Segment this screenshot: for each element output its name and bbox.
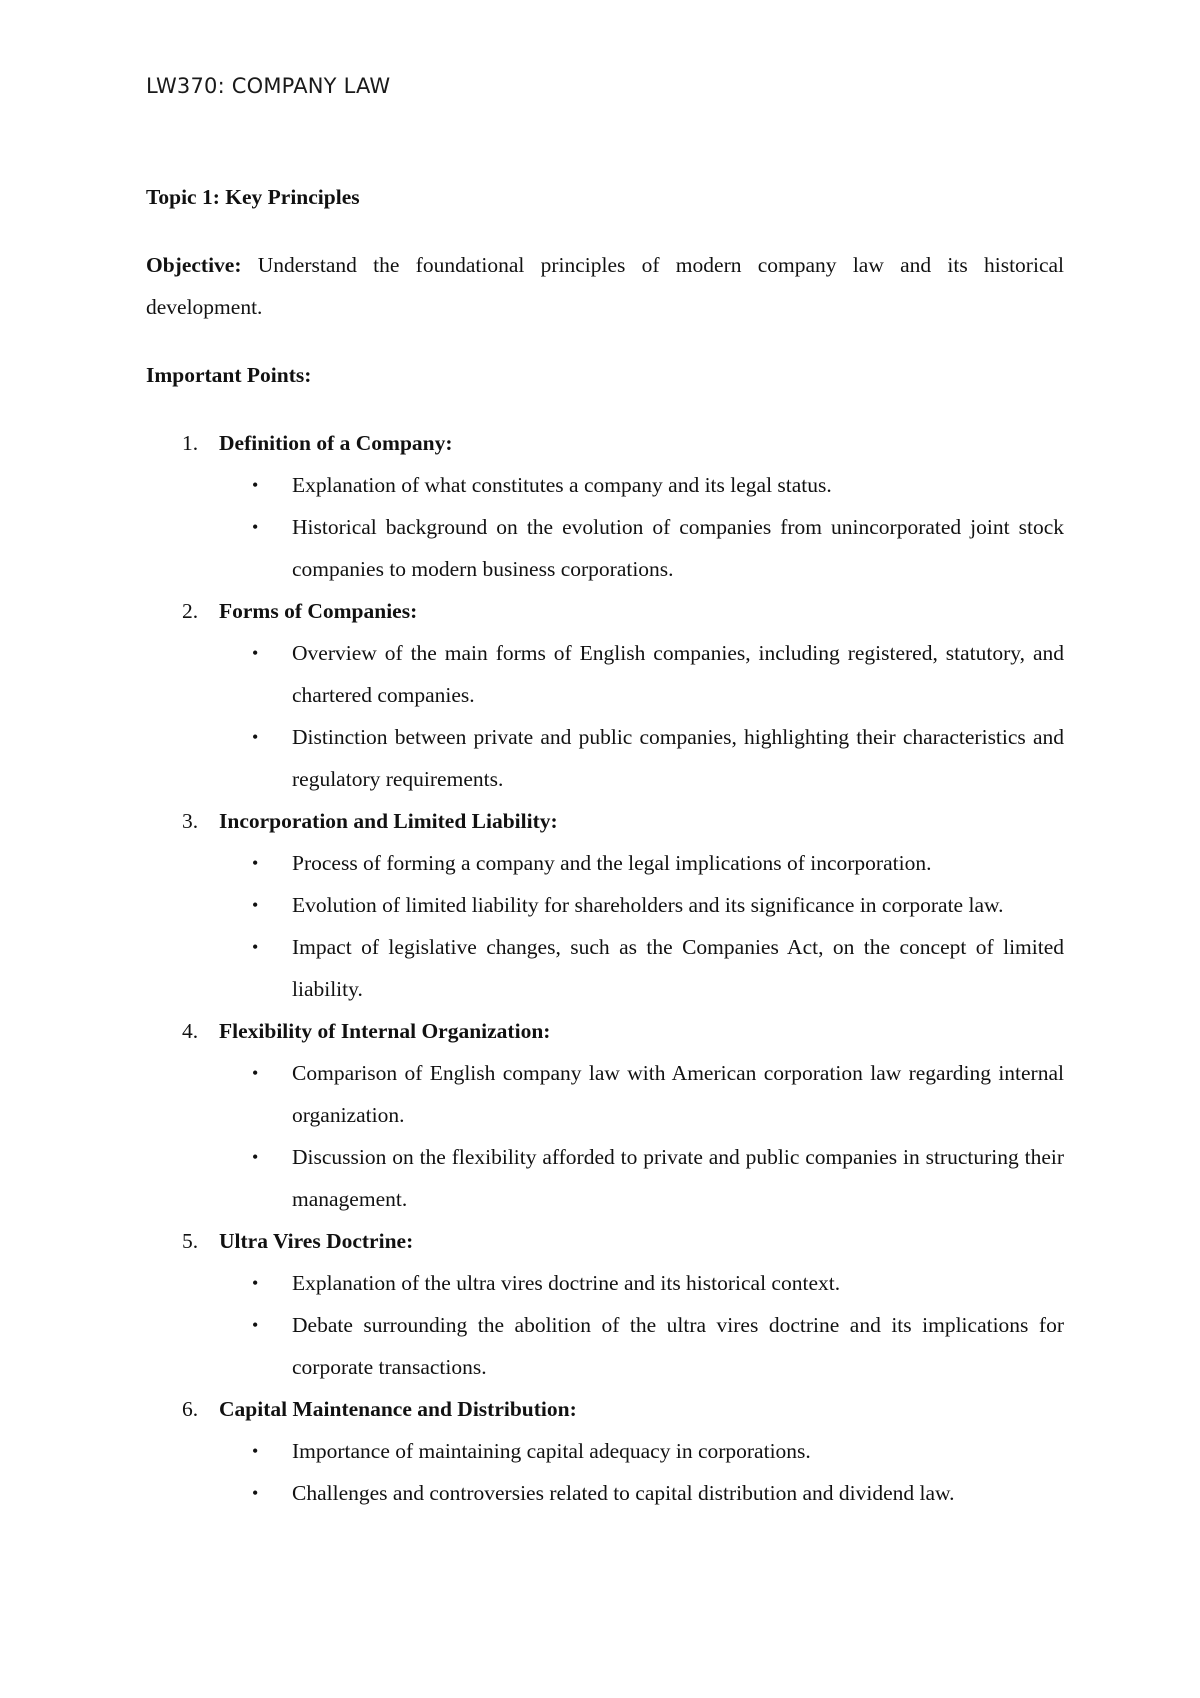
bullet-text: Explanation of the ultra vires doctrine and its historical context. xyxy=(292,1271,841,1295)
bullet-text: Overview of the main forms of English companies, including registered, statutory, and chartered companies. xyxy=(292,641,1064,707)
bullet-text: Importance of maintaining capital adequacy in corporations. xyxy=(292,1439,811,1463)
document-body xyxy=(146,176,1064,1514)
bullet-icon: • xyxy=(252,475,259,495)
bullet-text: Evolution of limited liability for shareholders and its significance in corporate law. xyxy=(292,893,1004,917)
bullet-icon: • xyxy=(252,1441,259,1461)
bullet-icon: • xyxy=(252,643,259,663)
bullet-text: Challenges and controversies related to capital distribution and dividend law. xyxy=(292,1481,955,1505)
point-item xyxy=(146,422,1064,590)
bullet-icon: • xyxy=(252,1483,259,1503)
bullet-list xyxy=(146,1262,1064,1388)
bullet-text: Comparison of English company law with American corporation law regarding internal organization. xyxy=(292,1061,1064,1127)
point-item xyxy=(146,1220,1064,1388)
point-item xyxy=(146,1010,1064,1220)
bullet-icon: • xyxy=(252,727,259,747)
bullet-text: Impact of legislative changes, such as the Companies Act, on the concept of limited liability. xyxy=(292,935,1064,1001)
point-number: 3. xyxy=(182,809,199,833)
bullet-item xyxy=(146,1136,1064,1220)
point-title: Forms of Companies: xyxy=(219,599,418,623)
bullet-icon: • xyxy=(252,517,259,537)
bullet-text: Debate surrounding the abolition of the ultra vires doctrine and its implications for corporate transactions. xyxy=(292,1313,1064,1379)
point-title: Capital Maintenance and Distribution: xyxy=(219,1397,577,1421)
point-number: 1. xyxy=(182,431,199,455)
objective-paragraph xyxy=(146,244,1064,328)
point-number: 2. xyxy=(182,599,199,623)
bullet-icon: • xyxy=(252,1273,259,1293)
bullet-icon: • xyxy=(252,1063,259,1083)
point-number: 6. xyxy=(182,1397,199,1421)
topic-title: Topic 1: Key Principles xyxy=(146,185,360,209)
bullet-icon: • xyxy=(252,853,259,873)
point-item xyxy=(146,800,1064,1010)
bullet-list xyxy=(146,1430,1064,1514)
bullet-item xyxy=(146,1052,1064,1136)
bullet-text: Discussion on the flexibility afforded to private and public companies in structuring their management. xyxy=(292,1145,1064,1211)
point-title: Definition of a Company: xyxy=(219,431,453,455)
bullet-list xyxy=(146,464,1064,590)
bullet-text: Historical background on the evolution of companies from unincorporated joint stock companies to modern business corporations. xyxy=(292,515,1064,581)
bullet-item xyxy=(146,632,1064,716)
bullet-text: Explanation of what constitutes a company and its legal status. xyxy=(292,473,832,497)
important-points-list xyxy=(146,422,1064,1514)
bullet-list xyxy=(146,1052,1064,1220)
bullet-text: Process of forming a company and the legal implications of incorporation. xyxy=(292,851,932,875)
bullet-list xyxy=(146,632,1064,800)
bullet-text: Distinction between private and public companies, highlighting their characteristics and regulatory requirements. xyxy=(292,725,1064,791)
objective-label: Objective: xyxy=(146,253,242,277)
important-points-heading: Important Points: xyxy=(146,363,312,387)
bullet-icon: • xyxy=(252,895,259,915)
bullet-item xyxy=(146,1304,1064,1388)
bullet-item xyxy=(146,716,1064,800)
bullet-icon: • xyxy=(252,937,259,957)
point-title: Flexibility of Internal Organization: xyxy=(219,1019,551,1043)
bullet-item xyxy=(146,1472,1064,1514)
bullet-item xyxy=(146,464,1064,506)
bullet-item xyxy=(146,1430,1064,1472)
course-header: LW370: COMPANY LAW xyxy=(146,74,391,98)
bullet-list xyxy=(146,842,1064,1010)
point-title: Incorporation and Limited Liability: xyxy=(219,809,558,833)
point-number: 5. xyxy=(182,1229,199,1253)
point-item xyxy=(146,1388,1064,1514)
point-item xyxy=(146,590,1064,800)
bullet-item xyxy=(146,506,1064,590)
point-number: 4. xyxy=(182,1019,199,1043)
objective-text: Understand the foundational principles of modern company law and its historical development. xyxy=(146,253,1064,319)
bullet-icon: • xyxy=(252,1147,259,1167)
point-title: Ultra Vires Doctrine: xyxy=(219,1229,414,1253)
bullet-item xyxy=(146,884,1064,926)
bullet-item xyxy=(146,842,1064,884)
bullet-item xyxy=(146,1262,1064,1304)
bullet-item xyxy=(146,926,1064,1010)
bullet-icon: • xyxy=(252,1315,259,1335)
